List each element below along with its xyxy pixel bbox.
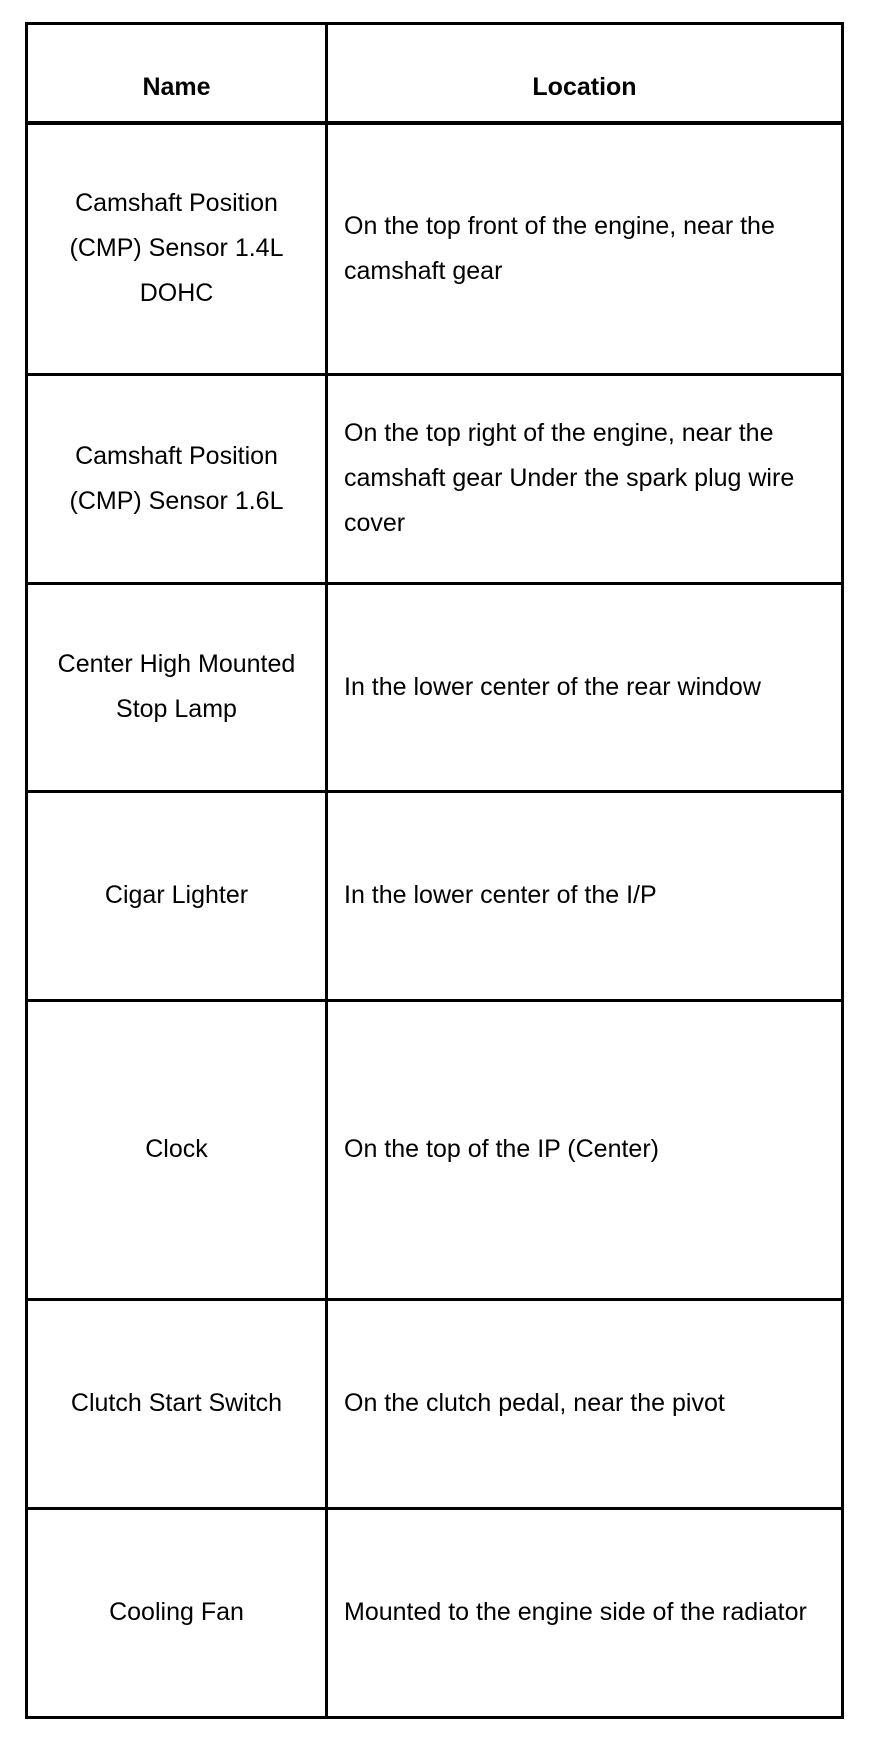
name-cell bbox=[27, 123, 327, 375]
name-cell bbox=[27, 374, 327, 583]
location-cell bbox=[327, 123, 843, 375]
table-body bbox=[27, 123, 843, 1718]
component-name: Clutch Start Switch bbox=[70, 1389, 283, 1417]
column-header-name: Name bbox=[27, 24, 327, 123]
location-cell bbox=[327, 791, 843, 1000]
table-row bbox=[27, 791, 843, 1000]
header-row bbox=[27, 24, 843, 123]
location-cell bbox=[327, 374, 843, 583]
name-cell bbox=[27, 583, 327, 791]
component-name: Cooling Fan bbox=[109, 1598, 244, 1626]
component-location: Mounted to the engine side of the radiator bbox=[344, 1598, 807, 1626]
component-name: Clock bbox=[145, 1135, 208, 1163]
component-location: On the top front of the engine, near the camshaft gear bbox=[344, 211, 775, 285]
component-location: In the lower center of the I/P bbox=[344, 881, 657, 909]
component-name: Camshaft Position (CMP) Sensor 1.4L DOHC bbox=[69, 189, 284, 307]
table-row bbox=[27, 1508, 843, 1717]
name-cell bbox=[27, 1299, 327, 1508]
component-name: Camshaft Position (CMP) Sensor 1.6L bbox=[69, 441, 284, 515]
table-row bbox=[27, 1000, 843, 1299]
column-header-location: Location bbox=[327, 24, 843, 123]
component-location-table bbox=[25, 22, 844, 1719]
location-cell bbox=[327, 1299, 843, 1508]
location-cell bbox=[327, 583, 843, 791]
location-cell bbox=[327, 1000, 843, 1299]
table-row bbox=[27, 374, 843, 583]
component-name: Cigar Lighter bbox=[104, 881, 249, 909]
component-location: In the lower center of the rear window bbox=[344, 672, 761, 701]
table-row bbox=[27, 583, 843, 791]
component-name: Center High Mounted Stop Lamp bbox=[57, 650, 296, 723]
location-cell bbox=[327, 1508, 843, 1717]
table-row bbox=[27, 1299, 843, 1508]
name-cell bbox=[27, 1000, 327, 1299]
component-location: On the top of the IP (Center) bbox=[344, 1135, 659, 1163]
component-location: On the clutch pedal, near the pivot bbox=[344, 1389, 725, 1417]
table-row bbox=[27, 123, 843, 375]
name-cell bbox=[27, 791, 327, 1000]
name-cell bbox=[27, 1508, 327, 1717]
component-location: On the top right of the engine, near the camshaft gear Under the spark plug wire cover bbox=[344, 419, 795, 537]
table-header bbox=[27, 24, 843, 123]
